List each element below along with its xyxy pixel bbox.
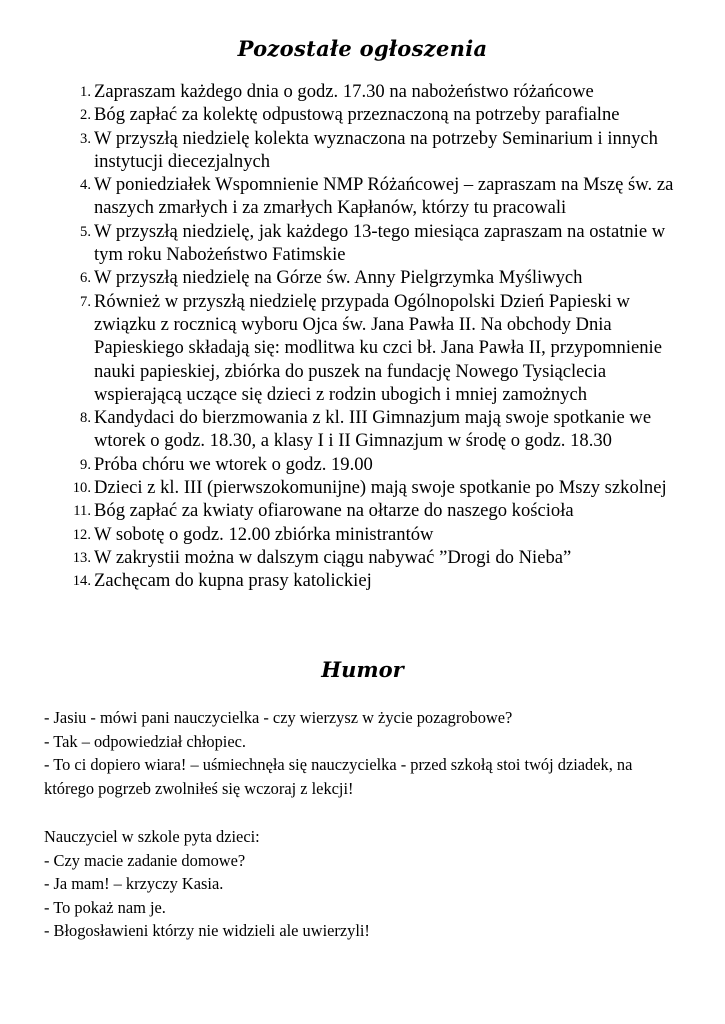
item-number: 10.: [72, 480, 91, 497]
item-number: 14.: [72, 573, 91, 590]
item-number: 12.: [72, 526, 91, 543]
list-item: [66, 266, 690, 289]
item-text: Zapraszam każdego dnia o godz. 17.30 na nabożeństwo różańcowe: [94, 81, 594, 102]
item-number: 9.: [80, 456, 91, 473]
item-text: W sobotę o godz. 12.00 zbiórka ministrantów: [94, 523, 434, 545]
item-number: 11.: [73, 503, 91, 520]
item-text: Bóg zapłać za kolektę odpustową przeznaczoną na potrzeby parafialne: [94, 104, 620, 126]
joke-line: - To ci dopiero wiara! – uśmiechnęła się nauczycielka - przed szkołą stoi twój dziadek, na którego pogrzeb zwolniłeś się wczoraj z lekcji!: [44, 755, 633, 798]
list-item: [66, 80, 690, 103]
humor-heading: Humor: [321, 657, 404, 682]
joke-line: - Czy macie zadanie domowe?: [44, 850, 246, 870]
item-text: Bóg zapłać za kwiaty ofiarowane na ołtarze do naszego kościoła: [94, 500, 574, 522]
item-text: W przyszłą niedzielę kolekta wyznaczona na potrzeby Seminarium i innych instytucji diecezjalnych: [94, 127, 658, 172]
joke-line: Nauczyciel w szkole pyta dzieci:: [44, 827, 260, 846]
joke-line: - Ja mam! – krzyczy Kasia.: [44, 874, 224, 893]
announcements-list: [66, 80, 690, 593]
item-number: 5.: [80, 223, 91, 240]
list-item: [66, 103, 690, 126]
list-item: [66, 406, 690, 453]
item-text: Próba chóru we wtorek o godz. 19.00: [94, 453, 373, 475]
item-number: 2.: [80, 107, 91, 124]
item-text: Dzieci z kl. III (pierwszokomunijne) mają swoje spotkanie po Mszy szkolnej: [94, 477, 667, 499]
item-number: 3.: [80, 130, 91, 147]
joke-line: - To pokaż nam je.: [44, 897, 166, 917]
list-item: [66, 569, 690, 592]
item-text: Kandydaci do bierzmowania z kl. III Gimnazjum mają swoje spotkanie we wtorek o godz. 18.30, a klasy I i II Gimnazjum w środę o godz. 18.30: [94, 407, 652, 452]
item-text: W zakrystii można w dalszym ciągu nabywać ”Drogi do Nieba”: [94, 546, 572, 568]
list-item: [66, 499, 690, 522]
item-number: 7.: [80, 293, 91, 310]
item-number: 13.: [72, 549, 91, 566]
item-number: 1.: [80, 84, 91, 100]
list-item: [66, 476, 690, 499]
item-number: 4.: [80, 177, 91, 194]
list-item: [66, 546, 690, 569]
item-text: Również w przyszłą niedzielę przypada Ogólnopolski Dzień Papieski w związku z rocznicą wyboru Ojca św. Jana Pawła II. Na obchody Dnia Papieskiego składają się: modlitwa ku czci bł. Jana Pawła II, przypomnienie nauki papieskiej, zbiórka do puszek na fundację Nowego Tysiąclecia wspierającą uczące się dzieci z rodzin ubogich i mniej zamożnych: [94, 290, 662, 405]
joke-block: [44, 825, 674, 943]
item-text: W poniedziałek Wspomnienie NMP Różańcowej – zapraszam na Mszę św. za naszych zmarłych i za zmarłych Kapłanów, którzy tu pracowali: [94, 174, 674, 219]
list-item: [66, 173, 690, 220]
list-item: [66, 523, 690, 546]
list-item: [66, 290, 690, 406]
page-title: Pozostałe ogłoszenia: [237, 36, 488, 61]
list-item: [66, 220, 690, 267]
joke-line: - Jasiu - mówi pani nauczycielka - czy wierzysz w życie pozagrobowe?: [44, 708, 513, 727]
joke-block: [44, 706, 674, 800]
joke-line: - Tak – odpowiedział chłopiec.: [44, 731, 247, 751]
list-item: [66, 127, 690, 174]
item-number: 8.: [80, 410, 91, 427]
joke-line: - Błogosławieni którzy nie widzieli ale uwierzyli!: [44, 921, 370, 940]
item-text: W przyszłą niedzielę, jak każdego 13-tego miesiąca zapraszam na ostatnie w tym roku Nabożeństwo Fatimskie: [94, 220, 666, 266]
item-text: Zachęcam do kupna prasy katolickiej: [94, 570, 372, 592]
item-text: W przyszłą niedzielę na Górze św. Anny Pielgrzymka Myśliwych: [94, 267, 583, 289]
list-item: [66, 453, 690, 476]
item-number: 6.: [80, 270, 91, 287]
